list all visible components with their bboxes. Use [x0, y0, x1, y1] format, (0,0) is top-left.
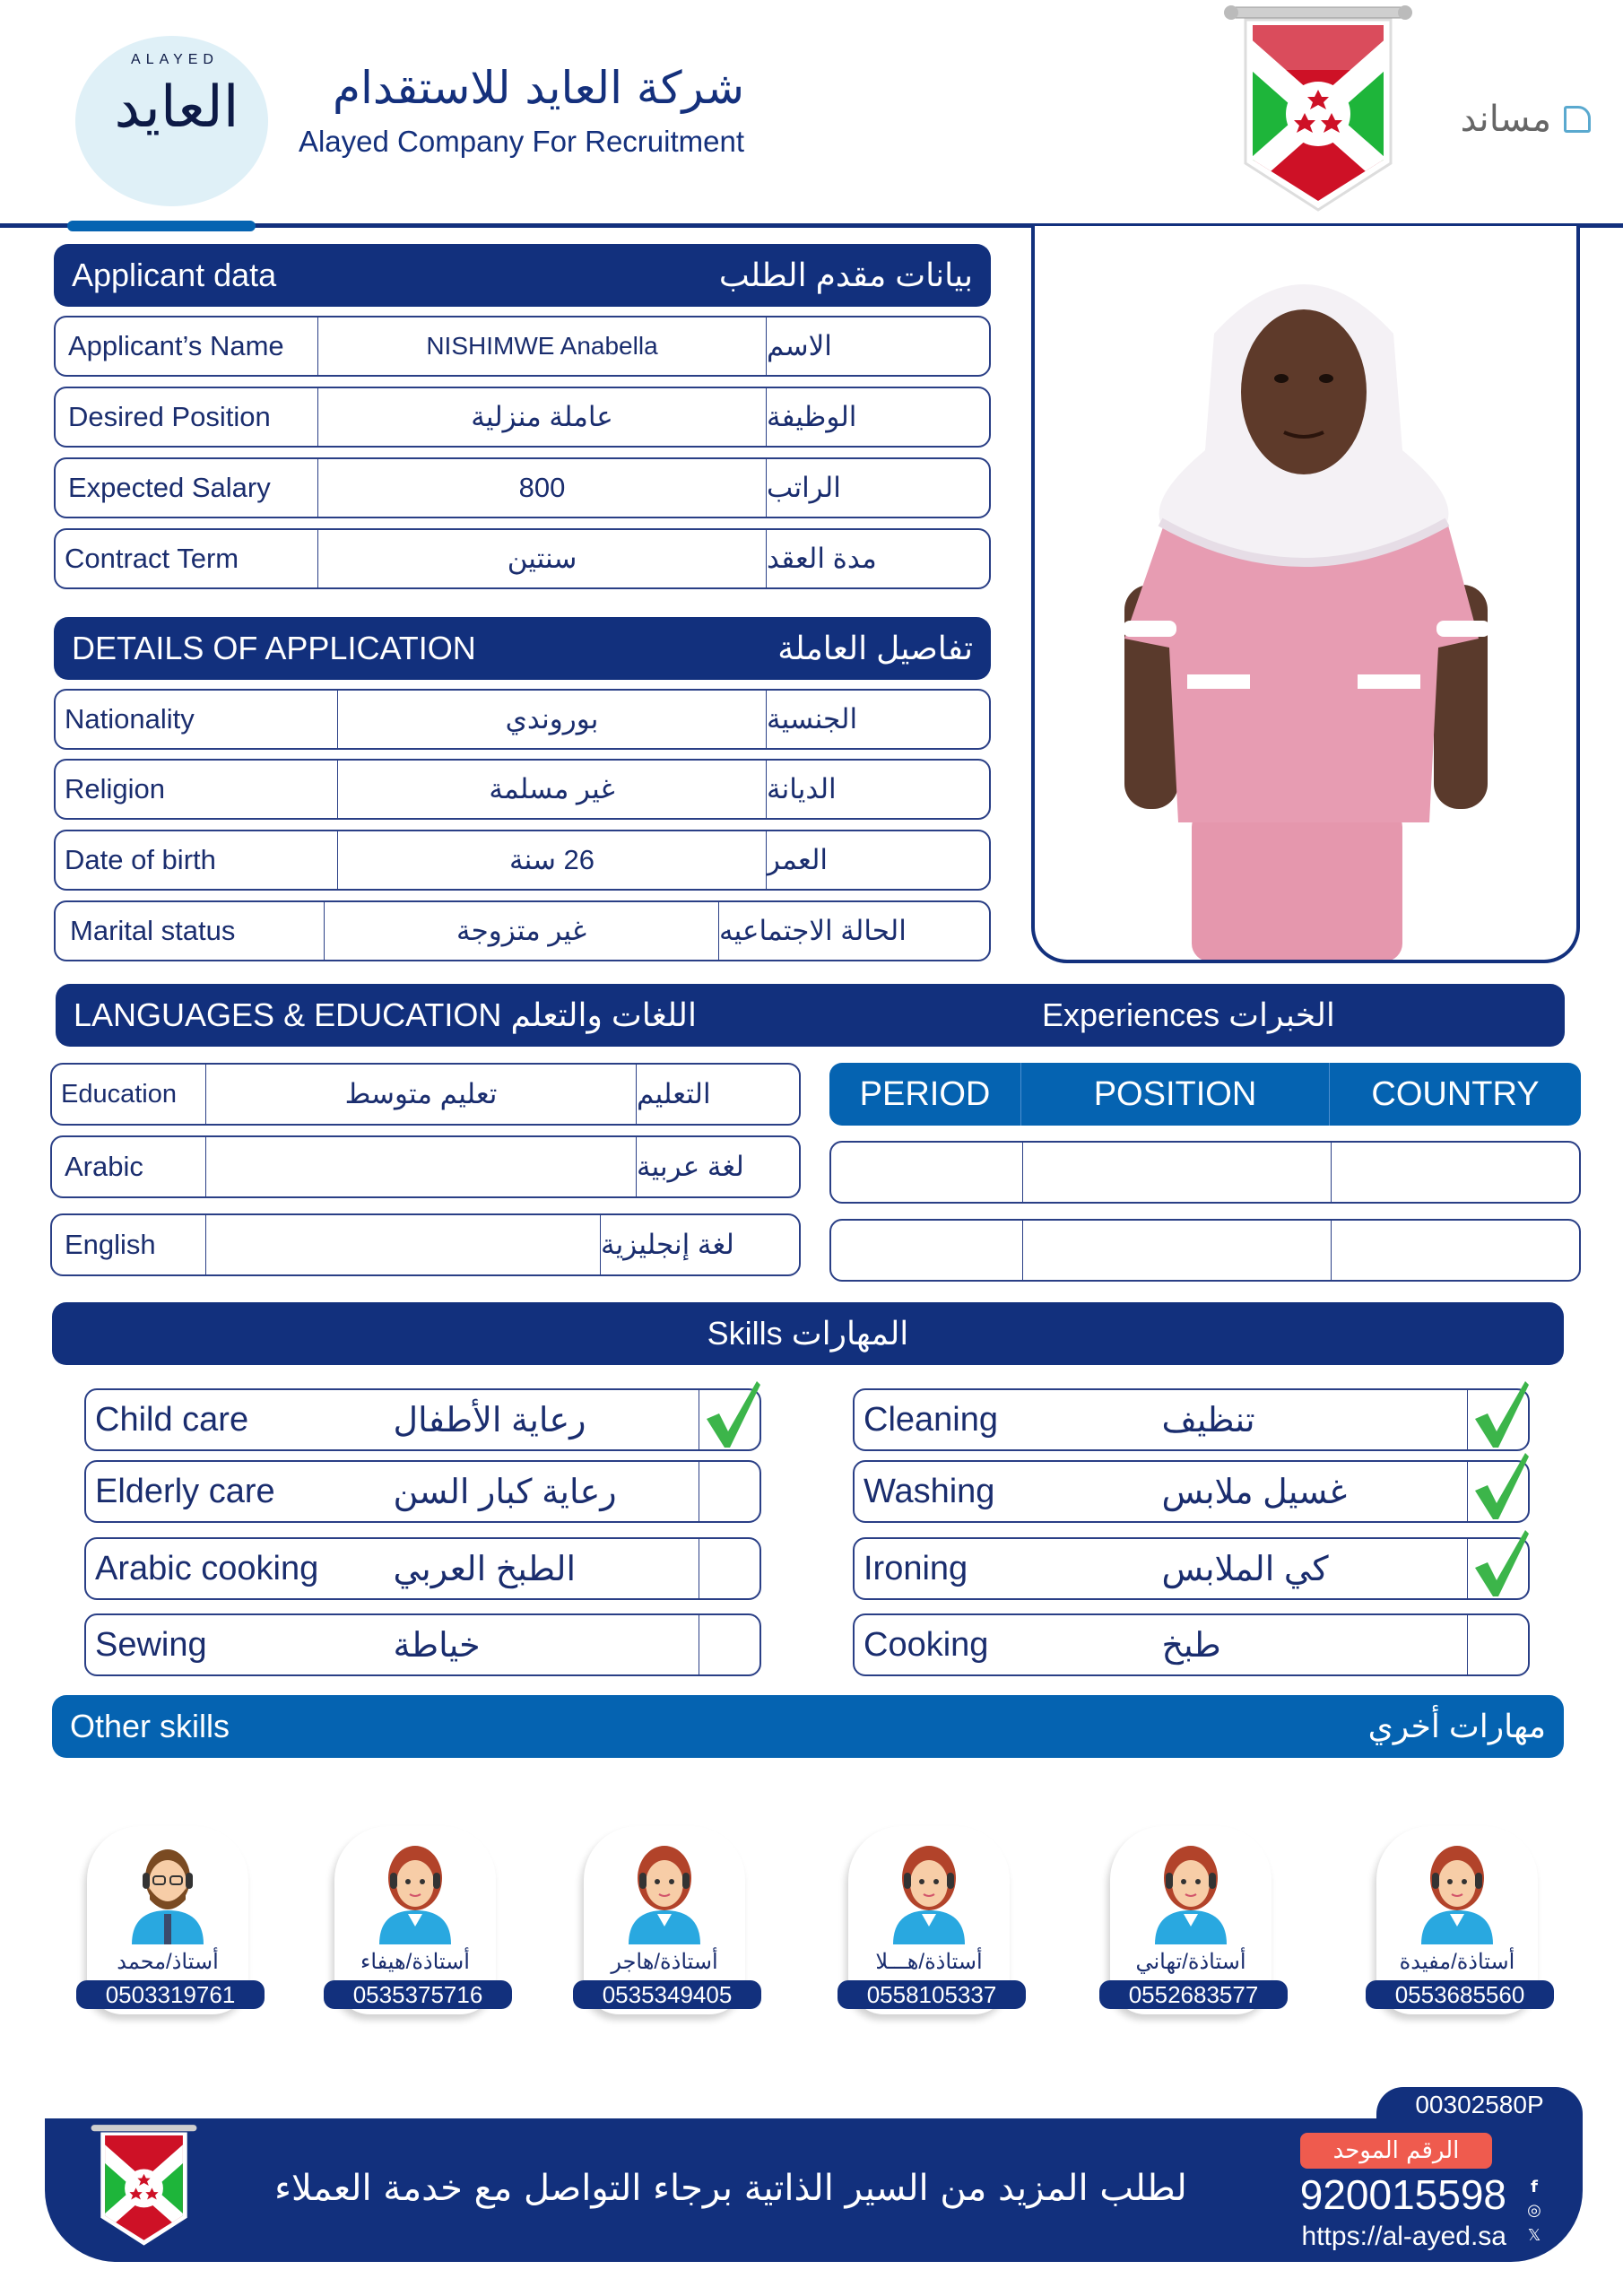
- burundi-flag-small-pennant: [88, 2118, 200, 2253]
- skill-label-ar: خياطة: [393, 1626, 481, 1665]
- female-agent-avatar-icon: [1146, 1837, 1236, 1944]
- applicant-photo-illustration: [1035, 226, 1576, 960]
- column-country: COUNTRY: [1371, 1074, 1540, 1113]
- company-logo-latin-letters: ALAYED: [131, 52, 219, 67]
- row-label-ar: الاسم: [767, 330, 832, 361]
- skill-label-en: Elderly care: [95, 1472, 275, 1510]
- musaned-logo-icon: [1564, 106, 1591, 133]
- facebook-icon[interactable]: f: [1531, 2178, 1538, 2196]
- skill-label-en: Cooking: [864, 1625, 989, 1664]
- skill-checkbox[interactable]: [699, 1462, 759, 1521]
- contact-phone[interactable]: 0552683577: [1099, 1980, 1288, 2009]
- skill-item: [84, 1460, 761, 1523]
- header-divider-accent: [67, 221, 256, 231]
- skill-checkbox[interactable]: [1467, 1462, 1528, 1521]
- skill-item: [853, 1388, 1530, 1451]
- row-label-en: Education: [52, 1065, 206, 1124]
- burundi-flag-pennant: [1224, 2, 1412, 217]
- contact-name: أستاذة/هاجر: [611, 1950, 718, 1974]
- details-row-marital: [54, 900, 991, 961]
- contact-phone[interactable]: 0535375716: [324, 1980, 512, 2009]
- age-value: 26 سنة: [338, 831, 767, 889]
- website-link[interactable]: https://al-ayed.sa: [1301, 2222, 1506, 2251]
- experience-country-cell: [1332, 1143, 1579, 1202]
- skill-label-ar: الطبخ العربي: [393, 1550, 577, 1588]
- expected-salary-value: 800: [318, 459, 767, 517]
- marital-status-value: غير متزوجة: [325, 902, 719, 960]
- experiences-title: Experiences الخبرات: [1042, 996, 1335, 1033]
- row-label-ar: الديانة: [767, 773, 837, 804]
- skill-label-en: Sewing: [95, 1625, 207, 1664]
- row-label-ar: الحالة الاجتماعيه: [719, 915, 907, 946]
- contract-term-value: سنتين: [318, 530, 767, 587]
- female-agent-avatar-icon: [1412, 1837, 1502, 1944]
- details-title-en: DETAILS OF APPLICATION: [72, 630, 476, 666]
- nationality-value: بوروندي: [338, 691, 767, 748]
- experience-row: [829, 1141, 1581, 1204]
- skill-label-en: Child care: [95, 1400, 249, 1439]
- applicant-name-value: NISHIMWE Anabella: [318, 317, 767, 375]
- musaned-logo-text: مساند: [1460, 99, 1551, 140]
- row-label-en: Applicant’s Name: [56, 317, 318, 375]
- education-value: تعليم متوسط: [206, 1065, 637, 1124]
- skill-checkbox[interactable]: [1467, 1539, 1528, 1598]
- checkmark-icon: [701, 1379, 764, 1451]
- female-agent-avatar-icon: [370, 1837, 460, 1944]
- experience-position-cell: [1023, 1221, 1332, 1280]
- skill-label-en: Cleaning: [864, 1400, 998, 1439]
- reference-code: 00302580P: [1376, 2087, 1583, 2119]
- company-name-arabic: شركة العايد للاستقدام: [333, 62, 744, 114]
- applicant-row-salary: [54, 457, 991, 518]
- experience-period-cell: [831, 1143, 1023, 1202]
- contact-card: [1110, 1826, 1271, 2014]
- religion-value: غير مسلمة: [338, 761, 767, 818]
- english-level-value: [206, 1215, 601, 1274]
- details-row-age: [54, 830, 991, 891]
- other-skills-header: [52, 1695, 1564, 1758]
- experience-row: [829, 1219, 1581, 1282]
- checkmark-icon: [1470, 1451, 1532, 1523]
- row-label-en: Expected Salary: [56, 459, 318, 517]
- male-agent-avatar-icon: [123, 1837, 213, 1944]
- female-agent-avatar-icon: [620, 1837, 709, 1944]
- row-label-ar: مدة العقد: [767, 543, 877, 574]
- skill-label-ar: غسيل ملابس: [1161, 1473, 1348, 1511]
- languages-title: LANGUAGES & EDUCATION اللغات والتعلم: [74, 996, 698, 1033]
- details-title-ar: تفاصيل العاملة: [777, 630, 973, 666]
- checkmark-icon: [1470, 1379, 1532, 1451]
- contact-name: أستاذ/محمد: [117, 1950, 219, 1974]
- contact-name: أستاذة/هيفاء: [360, 1950, 470, 1974]
- row-label-en: Religion: [56, 761, 338, 818]
- unified-number[interactable]: 920015598: [1299, 2171, 1506, 2218]
- row-label-ar: التعليم: [637, 1078, 711, 1109]
- skill-item: [853, 1460, 1530, 1523]
- row-label-ar: الراتب: [767, 472, 841, 503]
- experience-period-cell: [831, 1221, 1023, 1280]
- row-label-en: Date of birth: [56, 831, 338, 889]
- unified-number-label: الرقم الموحد: [1300, 2133, 1492, 2169]
- row-label-en: Contract Term: [56, 530, 318, 587]
- contact-card: [584, 1826, 745, 2014]
- applicant-data-header: [54, 244, 991, 307]
- row-label-en: Marital status: [56, 902, 325, 960]
- skills-header: [52, 1302, 1564, 1365]
- skill-checkbox[interactable]: [699, 1615, 759, 1674]
- skills-title: Skills المهارات: [707, 1315, 909, 1352]
- contact-phone[interactable]: 0558105337: [838, 1980, 1026, 2009]
- company-logo-arabic-mark: العايد: [114, 74, 239, 141]
- contact-card: [1376, 1826, 1538, 2014]
- skill-checkbox[interactable]: [699, 1390, 759, 1449]
- row-label-ar: لغة إنجليزية: [601, 1229, 734, 1260]
- row-label-ar: لغة عربية: [637, 1151, 744, 1182]
- skill-label-en: Washing: [864, 1472, 995, 1510]
- skill-label-en: Arabic cooking: [95, 1549, 319, 1587]
- languages-experiences-header: [56, 984, 1565, 1047]
- skill-checkbox[interactable]: [699, 1539, 759, 1598]
- applicant-row-contract: [54, 528, 991, 589]
- contact-card: [848, 1826, 1010, 2014]
- female-agent-avatar-icon: [884, 1837, 974, 1944]
- applicant-data-title-en: Applicant data: [72, 257, 277, 293]
- applicant-photo: [1031, 226, 1580, 963]
- skill-label-ar: تنظيف: [1161, 1401, 1255, 1439]
- instagram-icon[interactable]: ◎: [1527, 2201, 1541, 2220]
- skill-item: [84, 1537, 761, 1600]
- row-label-ar: الوظيفة: [767, 401, 857, 432]
- row-label-en: Desired Position: [56, 388, 318, 446]
- skill-label-ar: رعاية الأطفال: [393, 1401, 586, 1439]
- applicant-row-name: [54, 316, 991, 377]
- skill-checkbox[interactable]: [1467, 1390, 1528, 1449]
- experience-country-cell: [1332, 1221, 1579, 1280]
- row-label-en: Nationality: [56, 691, 338, 748]
- footer-contact-message: لطلب المزيد من السير الذاتية برجاء التواصل مع خدمة العملاء: [274, 2168, 1187, 2209]
- skill-item: [84, 1388, 761, 1451]
- applicant-row-position: [54, 387, 991, 448]
- contact-name: أستاذة/تهاني: [1135, 1950, 1246, 1974]
- education-row: [50, 1063, 801, 1126]
- contact-phone[interactable]: 0535349405: [573, 1980, 761, 2009]
- row-label-ar: العمر: [767, 844, 829, 875]
- skill-item: [853, 1613, 1530, 1676]
- experiences-table-header: [829, 1063, 1581, 1126]
- column-period: PERIOD: [829, 1063, 1021, 1126]
- skill-item: [853, 1537, 1530, 1600]
- contact-name: أستاذة/هـــلا: [875, 1950, 983, 1974]
- other-skills-title-en: Other skills: [70, 1708, 230, 1744]
- details-row-religion: [54, 759, 991, 820]
- company-name-english: Alayed Company For Recruitment: [298, 125, 744, 158]
- applicant-data-title-ar: بيانات مقدم الطلب: [718, 257, 973, 293]
- contact-card: [334, 1826, 496, 2014]
- contact-phone[interactable]: 0503319761: [76, 1980, 265, 2009]
- x-twitter-icon[interactable]: 𝕏: [1527, 2226, 1541, 2245]
- skill-label-ar: رعاية كبار السن: [393, 1473, 617, 1511]
- row-label-en: Arabic: [52, 1137, 206, 1196]
- skill-label-ar: طبخ: [1161, 1626, 1221, 1665]
- experience-position-cell: [1023, 1143, 1332, 1202]
- contact-name: أستاذة/مفيدة: [1399, 1950, 1515, 1974]
- skill-label-ar: كي الملابس: [1161, 1550, 1329, 1588]
- row-label-ar: الجنسية: [767, 703, 858, 735]
- arabic-language-row: [50, 1135, 801, 1198]
- english-language-row: [50, 1213, 801, 1276]
- details-row-nationality: [54, 689, 991, 750]
- contact-card: [87, 1826, 248, 2014]
- row-label-en: English: [52, 1215, 206, 1274]
- desired-position-value: عاملة منزلية: [318, 388, 767, 446]
- details-header: [54, 617, 991, 680]
- other-skills-title-ar: مهارات أخري: [1367, 1708, 1546, 1744]
- skill-checkbox[interactable]: [1467, 1615, 1528, 1674]
- skill-item: [84, 1613, 761, 1676]
- arabic-level-value: [206, 1137, 637, 1196]
- contact-phone[interactable]: 0553685560: [1366, 1980, 1554, 2009]
- checkmark-icon: [1470, 1528, 1532, 1600]
- skill-label-en: Ironing: [864, 1549, 968, 1587]
- column-position: POSITION: [1021, 1063, 1330, 1126]
